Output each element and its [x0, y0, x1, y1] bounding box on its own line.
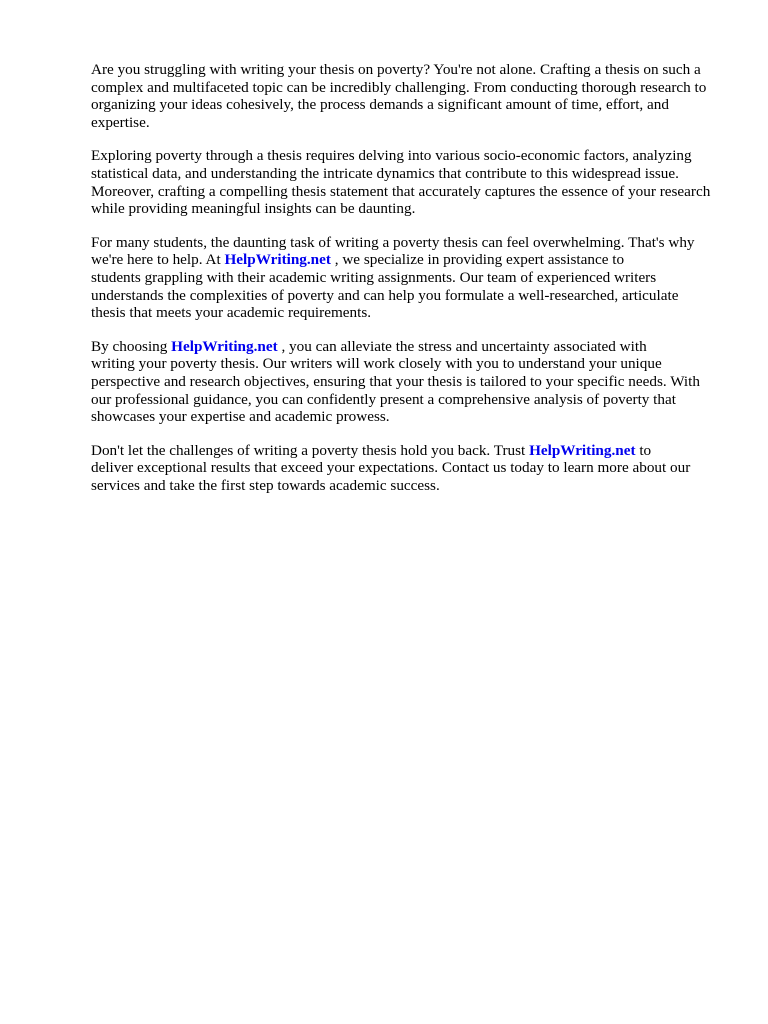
helpwriting-link[interactable]: HelpWriting.net [224, 251, 331, 269]
paragraph-closing-text-after: to deliver exceptional results that exceed your expectations. Contact us today to learn more about our services and take the first step towards academic success. [91, 441, 691, 494]
helpwriting-link[interactable]: HelpWriting.net [529, 441, 636, 459]
paragraph-choosing [91, 338, 731, 426]
paragraph-students [91, 234, 731, 322]
paragraph-students-text-after: , we specialize in providing expert assistance to students grappling with their academic writing assignments. Our team of experienced writers understands the complexities of poverty and can help you formulate a well-researched, articulate thesis that meets your academic requirements. [91, 251, 679, 322]
paragraph-choosing-text-before: By choosing [91, 337, 168, 355]
paragraph-exploring-text: Exploring poverty through a thesis requires delving into various socio-economic factors, analyzing statistical data, and understanding the intricate dynamics that contribute to this widespread issue. Moreover, crafting a compelling thesis statement that accurately captures the essence of your research while providing meaningful insights can be daunting. [91, 147, 711, 218]
paragraph-closing [91, 442, 731, 495]
helpwriting-link[interactable]: HelpWriting.net [171, 337, 278, 355]
paragraph-intro-text: Are you struggling with writing your thesis on poverty? You're not alone. Crafting a thesis on such a complex and multifaceted topic can be incredibly challenging. From conducting thorough research to organizing your ideas cohesively, the process demands a significant amount of time, effort, and expertise. [91, 61, 707, 131]
document-body [91, 61, 731, 510]
paragraph-choosing-text-after: , you can alleviate the stress and uncertainty associated with writing your poverty thesis. Our writers will work closely with you to understand your unique perspective and research objectives, ensuring that your thesis is tailored to your specific needs. With our professional guidance, you can confidently present a comprehensive analysis of poverty that showcases your expertise and academic prowess. [91, 337, 700, 426]
paragraph-closing-text-before: Don't let the challenges of writing a poverty thesis hold you back. Trust [91, 441, 526, 459]
paragraph-intro [91, 61, 731, 131]
paragraph-exploring [91, 147, 731, 217]
paragraph-students-text-before: For many students, the daunting task of writing a poverty thesis can feel overwhelming. That's why we're here to help. At [91, 233, 695, 269]
